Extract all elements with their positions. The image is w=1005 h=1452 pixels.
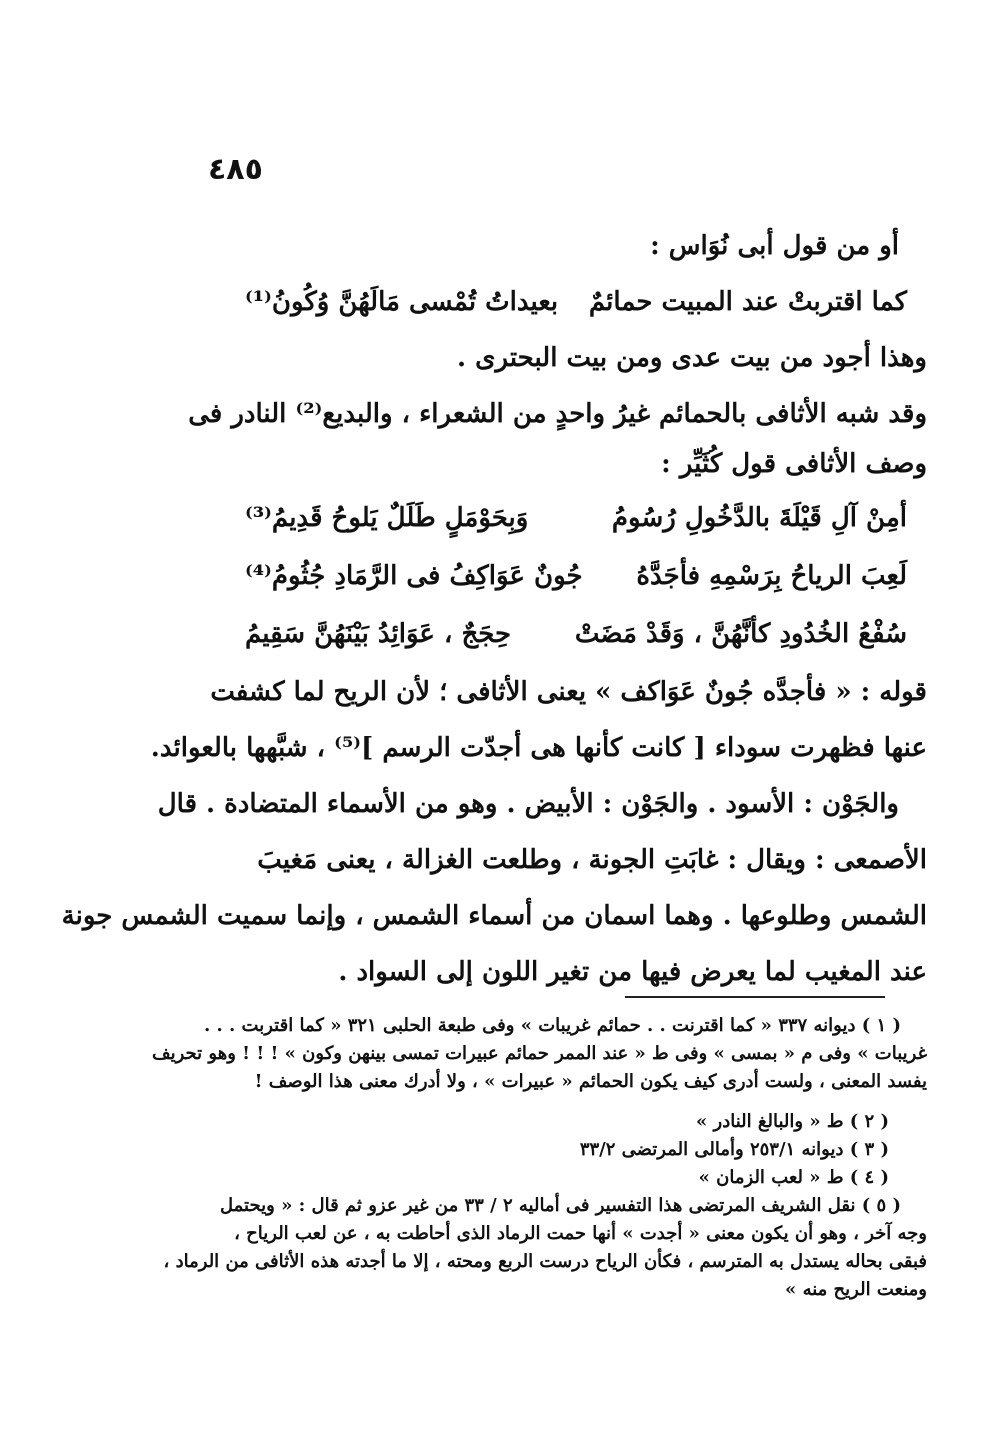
footnote-separator	[625, 996, 885, 998]
footnotes	[151, 1012, 927, 1304]
paragraph-3-line-1: قوله : « فأجدَّه جُونٌ عَوَاكف » يعنى الأثافى ؛ لأن الريح لما كشفت	[210, 677, 927, 707]
footnote-5-line-3: فبقى بحاله يستدل به المترسم ، فكأن الرياح درست الربع ومحته ، إلا ما أجدته هذه الأثافى من الرماد ،	[163, 1251, 927, 1272]
verse-2-second-hemistich: وَبِحَوْمَلٍ طَلَلٌ يَلوحُ قَدِيمُ⁽³⁾	[245, 503, 529, 533]
verse-4-first-hemistich: سُفْعُ الخُدُودِ كأنَّهُنَّ ، وَقَدْ مَضَتْ	[574, 619, 907, 649]
paragraph-4-line-3: الشمس وطلوعها . وهما اسمان من أسماء الشمس ، وإنما سميت الشمس جونة	[61, 901, 927, 931]
footnote-1-line-1: ( ١ ) ديوانه ٣٣٧ « كما اقترنت . . حمائم غريبات » وفى طبعة الحلبى ٣٢١ « كما اقتربت . . .	[203, 1015, 901, 1036]
page-number: ٤٨٥	[208, 152, 263, 187]
verse-3-first-hemistich: لَعِبَ الرياحُ بِرَسْمِهِ فأجَدَّهُ	[636, 561, 907, 591]
verse-4-second-hemistich: حِجَجٌ ، عَوَائِدُ بَيْنَهُنَّ سَقِيمُ	[245, 619, 512, 649]
footnote-2: ( ٢ ) ط « والبالغ النادر »	[696, 1111, 889, 1132]
verse-3-second-hemistich: جُونٌ عَوَاكِفُ فى الرَّمَادِ جُثُومُ⁽⁴⁾	[245, 561, 583, 591]
paragraph-4-line-1: والجَوْن : الأسود . والجَوْن : الأبيض . وهو من الأسماء المتضادة . قال	[157, 789, 899, 819]
paragraph-4-line-4: عند المغيب لما يعرض فيها من تغير اللون إلى السواد .	[338, 957, 927, 987]
footnote-1-line-3: يفسد المعنى ، ولست أدرى كيف يكون الحمائم « عبيرات » ، ولا أدرك معنى هذا الوصف !	[254, 1071, 927, 1092]
paragraph-2-line-2: وصف الأثافى قول كُثَيِّر :	[661, 449, 927, 479]
comparison-line: وهذا أجود من بيت عدى ومن بيت البحترى .	[457, 343, 927, 373]
footnote-1-line-2: غريبات » وفى م « بمسى » وفى ط « عند الممر حمائم عبيرات تمسى بينهن وكون » ! ! ! وهو تحريف	[151, 1043, 927, 1064]
paragraph-2-line-1: وقد شبه الأثافى بالحمائم غيرُ واحدٍ من الشعراء ، والبديع⁽²⁾ النادر فى	[188, 399, 927, 429]
verse-2-first-hemistich: أمِنْ آلِ قَيْلَةَ بالدَّخُولِ رُسُومُ	[611, 503, 907, 533]
verse-3	[205, 548, 927, 606]
verse-1-first-hemistich: كما اقتربتْ عند المبيت حمائمٌ	[588, 287, 907, 317]
footnote-5-line-2: وجه آخر ، وهو أن يكون معنى « أجدت » أنها حمت الرماد الذى أحاطت به ، عن لعب الرياح ،	[234, 1223, 927, 1244]
paragraph-4-line-2: الأصمعى : ويقال : غابَتِ الجونة ، وطلعت الغزالة ، يعنى مَغيبَ	[257, 845, 927, 875]
footnote-4: ( ٤ ) ط « لعب الزمان »	[698, 1167, 889, 1188]
footnote-5-line-1: ( ٥ ) نقل الشريف المرتضى هذا التفسير فى أماليه ٢ / ٣٣ من غير عزو ثم قال : « ويحتمل	[220, 1195, 901, 1216]
verse-1	[205, 274, 927, 330]
footnote-5-line-4: ومنعت الريح منه »	[785, 1279, 927, 1300]
verse-4	[205, 606, 927, 664]
verse-1-second-hemistich: بعيداتُ تُمْسى مَالَهُنَّ وُكُونُ⁽¹⁾	[245, 287, 559, 317]
footnote-3: ( ٣ ) ديوانه ٢٥٣/١ وأمالى المرتضى ٣٣/٢	[579, 1139, 889, 1160]
paragraph-3-line-2: عنها فظهرت سوداء [ كانت كأنها هى أجدّت الرسم ]⁽⁵⁾ ، شبَّهها بالعوائد.	[150, 733, 927, 763]
main-text	[61, 218, 927, 1000]
verse-2	[205, 490, 927, 548]
intro-line: أو من قول أبى نُوَاس :	[650, 231, 899, 261]
